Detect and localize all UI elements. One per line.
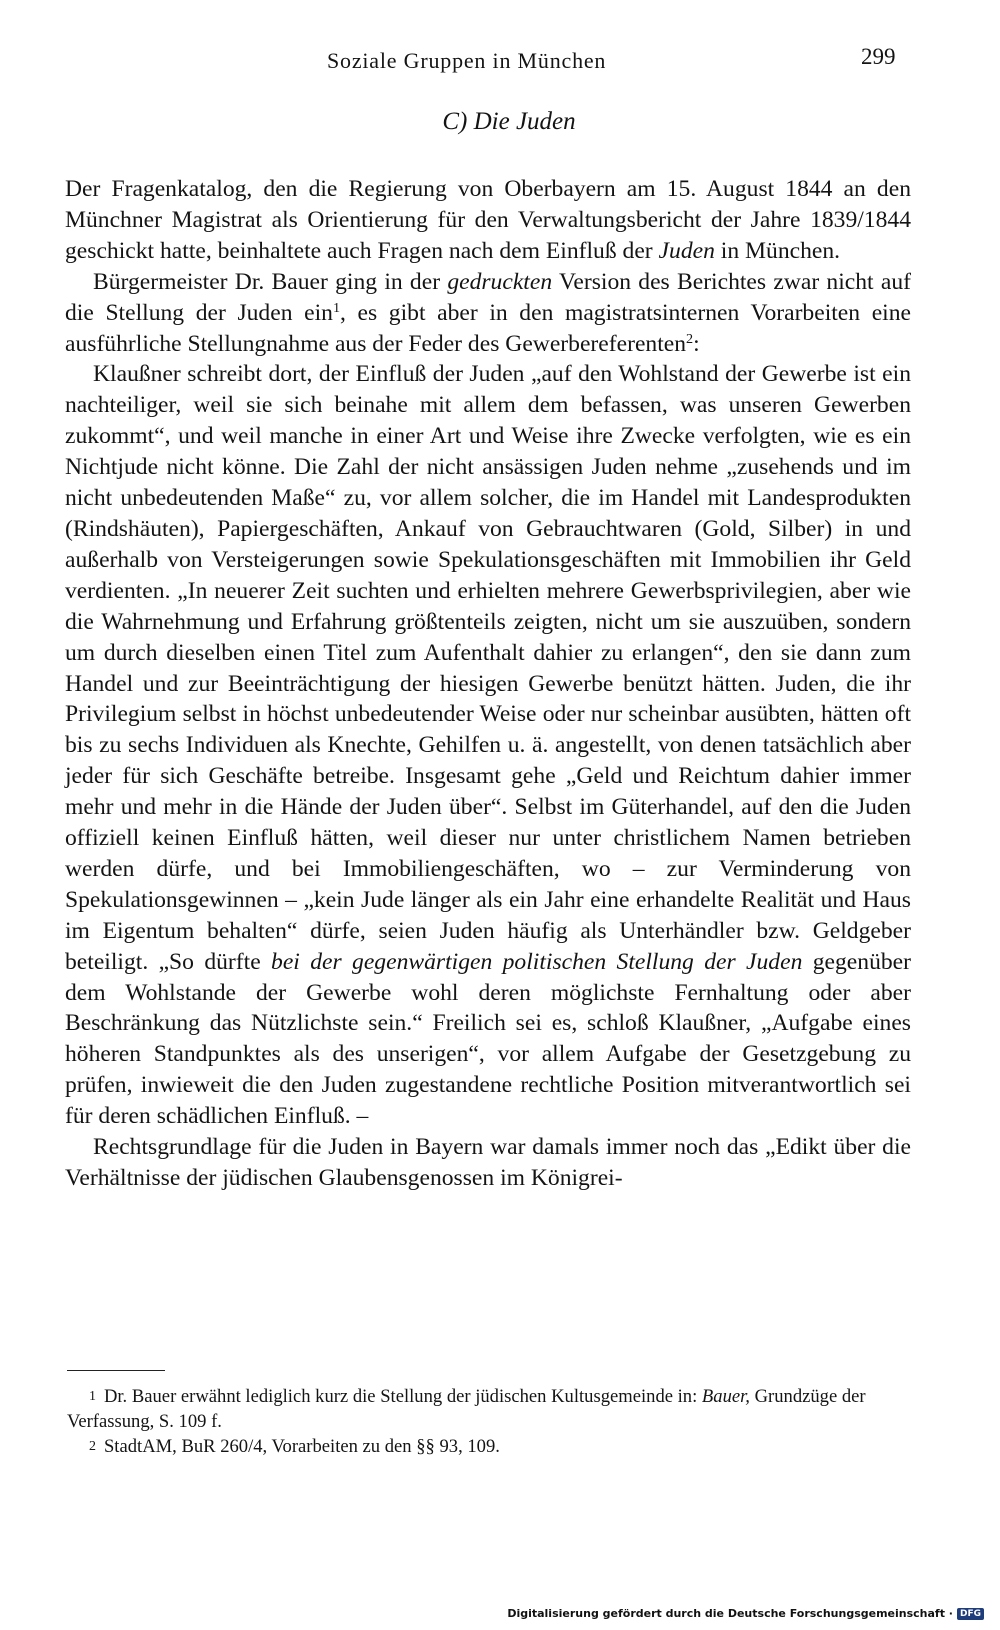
body-text <box>65 174 911 1194</box>
footnote-marker: 1 <box>89 1389 96 1404</box>
footnote-ref-2: 2 <box>686 330 694 347</box>
section-title: C) Die Juden <box>442 108 576 135</box>
paragraph-1 <box>65 174 911 267</box>
dfg-logo-icon: DFG <box>957 1608 984 1620</box>
footnote-2 <box>67 1434 909 1459</box>
paragraph-text: Bürgermeister Dr. Bauer ging in der <box>93 268 448 295</box>
paragraph-text: , es gibt aber in den magistratsinternen Vorarbeiten eine ausführliche Stellungnahme aus der Feder des Gewerbereferenten <box>65 299 911 357</box>
footnote-text: Grundzüge der Verfassung, S. 109 f. <box>67 1386 866 1433</box>
paragraph-4 <box>65 1132 911 1194</box>
paragraph-2 <box>65 267 911 360</box>
footnote-emphasis: Bauer, <box>701 1386 750 1408</box>
paragraph-text: Klaußner schreibt dort, der Einfluß der Juden „auf den Wohlstand der Gewerbe ist ein nachteiliger, weil sie sich beinahe mit allem dem befassen, was unseren Gewerben zukommt“, und weil manche in einer Art und Weise ihre Zwecke verfolgten, wie es ein Nichtjude nicht könne. Die Zahl der nicht ansässigen Juden nehme „zusehends und im nicht unbedeutenden Maße“ zu, vor allem solcher, die im Handel mit Landesprodukten (Rindshäuten), Papiergeschäften, Ankauf von Gebrauchtwaren (Gold, Silber) in und außerhalb von Versteigerungen sowie Spekulationsgeschäften mit Immobilien ihr Geld verdienten. „In neuerer Zeit suchten und erhielten mehrere Gewerbsprivilegien, aber wie die Wahrnehmung und Erfahrung größtenteils zeigten, nicht um sie auszuüben, sondern um durch dieselben einen Titel zum Aufenthalt dahier zu erlangen“, den sie dann zum Handel und zur Beeinträchtigung der hiesigen Gewerbe benützt hätten. Juden, die ihr Privilegium selbst in höchst unbedeutender Weise oder nur scheinbar ausübten, hätten oft bis zu sechs Individuen als Knechte, Gehilfen u. ä. angestellt, von denen tatsächlich aber jeder für sich Geschäfte betreibe. Insgesamt gehe „Geld und Reichtum dahier immer mehr und mehr in die Hände der Juden über“. Selbst im Güterhandel, auf den die Juden offiziell keinen Einfluß hätten, weil dieser nur unter christlichem Namen betrieben werden dürfe, und bei Immobiliengeschäften, wo – zur Verminderung von Spekulationsgewinnen – „kein Jude länger als ein Jahr eine erhandelte Realität und Haus im Eigentum behalten“ dürfe, seien Juden häufig als Unterhändler bzw. Geldgeber beteiligt. „So dürfte <box>65 361 911 975</box>
paragraph-3 <box>65 359 911 1132</box>
paragraph-text: in München. <box>714 237 841 264</box>
footnotes <box>67 1384 909 1459</box>
paragraph-text: Rechtsgrundlage für die Juden in Bayern war damals immer noch das „Edikt über die Verhältnisse der jüdischen Glaubensgenossen im Königrei- <box>65 1134 911 1191</box>
paragraph-text: Der Fragenkatalog, den die Regierung von Oberbayern am 15. August 1844 an den Münchner Magistrat als Orientierung für den Verwaltungsbericht der Jahre 1839/1844 geschickt hatte, beinhaltete auch Fragen nach dem Einfluß der <box>65 176 911 264</box>
running-head: Soziale Gruppen in München <box>327 48 607 73</box>
footnote-marker: 2 <box>89 1439 96 1455</box>
paragraph-text: Version des Berichtes zwar nicht auf die Stellung der Juden ein <box>65 268 911 326</box>
paragraph-text: : <box>693 330 700 357</box>
emphasis-text: bei der gegenwärtigen politischen Stellung der Juden <box>271 948 803 975</box>
footnote-text: Dr. Bauer erwähnt lediglich kurz die Stellung der jüdischen Kultusgemeinde in: <box>103 1386 702 1408</box>
footnote-1 <box>67 1384 909 1434</box>
paragraph-text: gegenüber dem Wohlstande der Gewerbe wohl deren möglichste Fernhaltung oder aber Beschränkung das Nützlichste sein.“ Freilich sei es, schloß Klaußner, „Aufgabe eines höheren Standpunktes als des unserigen“, vor allem Aufgabe der Gesetzgebung zu prüfen, inwieweit die den Juden zugestandene rechtliche Position mitverantwortlich sei für deren schädlichen Einfluß. – <box>65 948 911 1130</box>
digitization-credit <box>507 1607 984 1620</box>
emphasis-text: gedruckten <box>447 268 553 295</box>
page-number: 299 <box>861 44 896 69</box>
digitization-note: Digitalisierung gefördert durch die Deutsche Forschungsgemeinschaft · <box>507 1607 953 1620</box>
emphasis-text: Juden <box>658 237 715 264</box>
footnote-ref-1: 1 <box>332 299 341 316</box>
footnote-divider <box>67 1370 165 1371</box>
footnote-text: StadtAM, BuR 260/4, Vorarbeiten zu den §§ 93, 109. <box>103 1436 500 1458</box>
